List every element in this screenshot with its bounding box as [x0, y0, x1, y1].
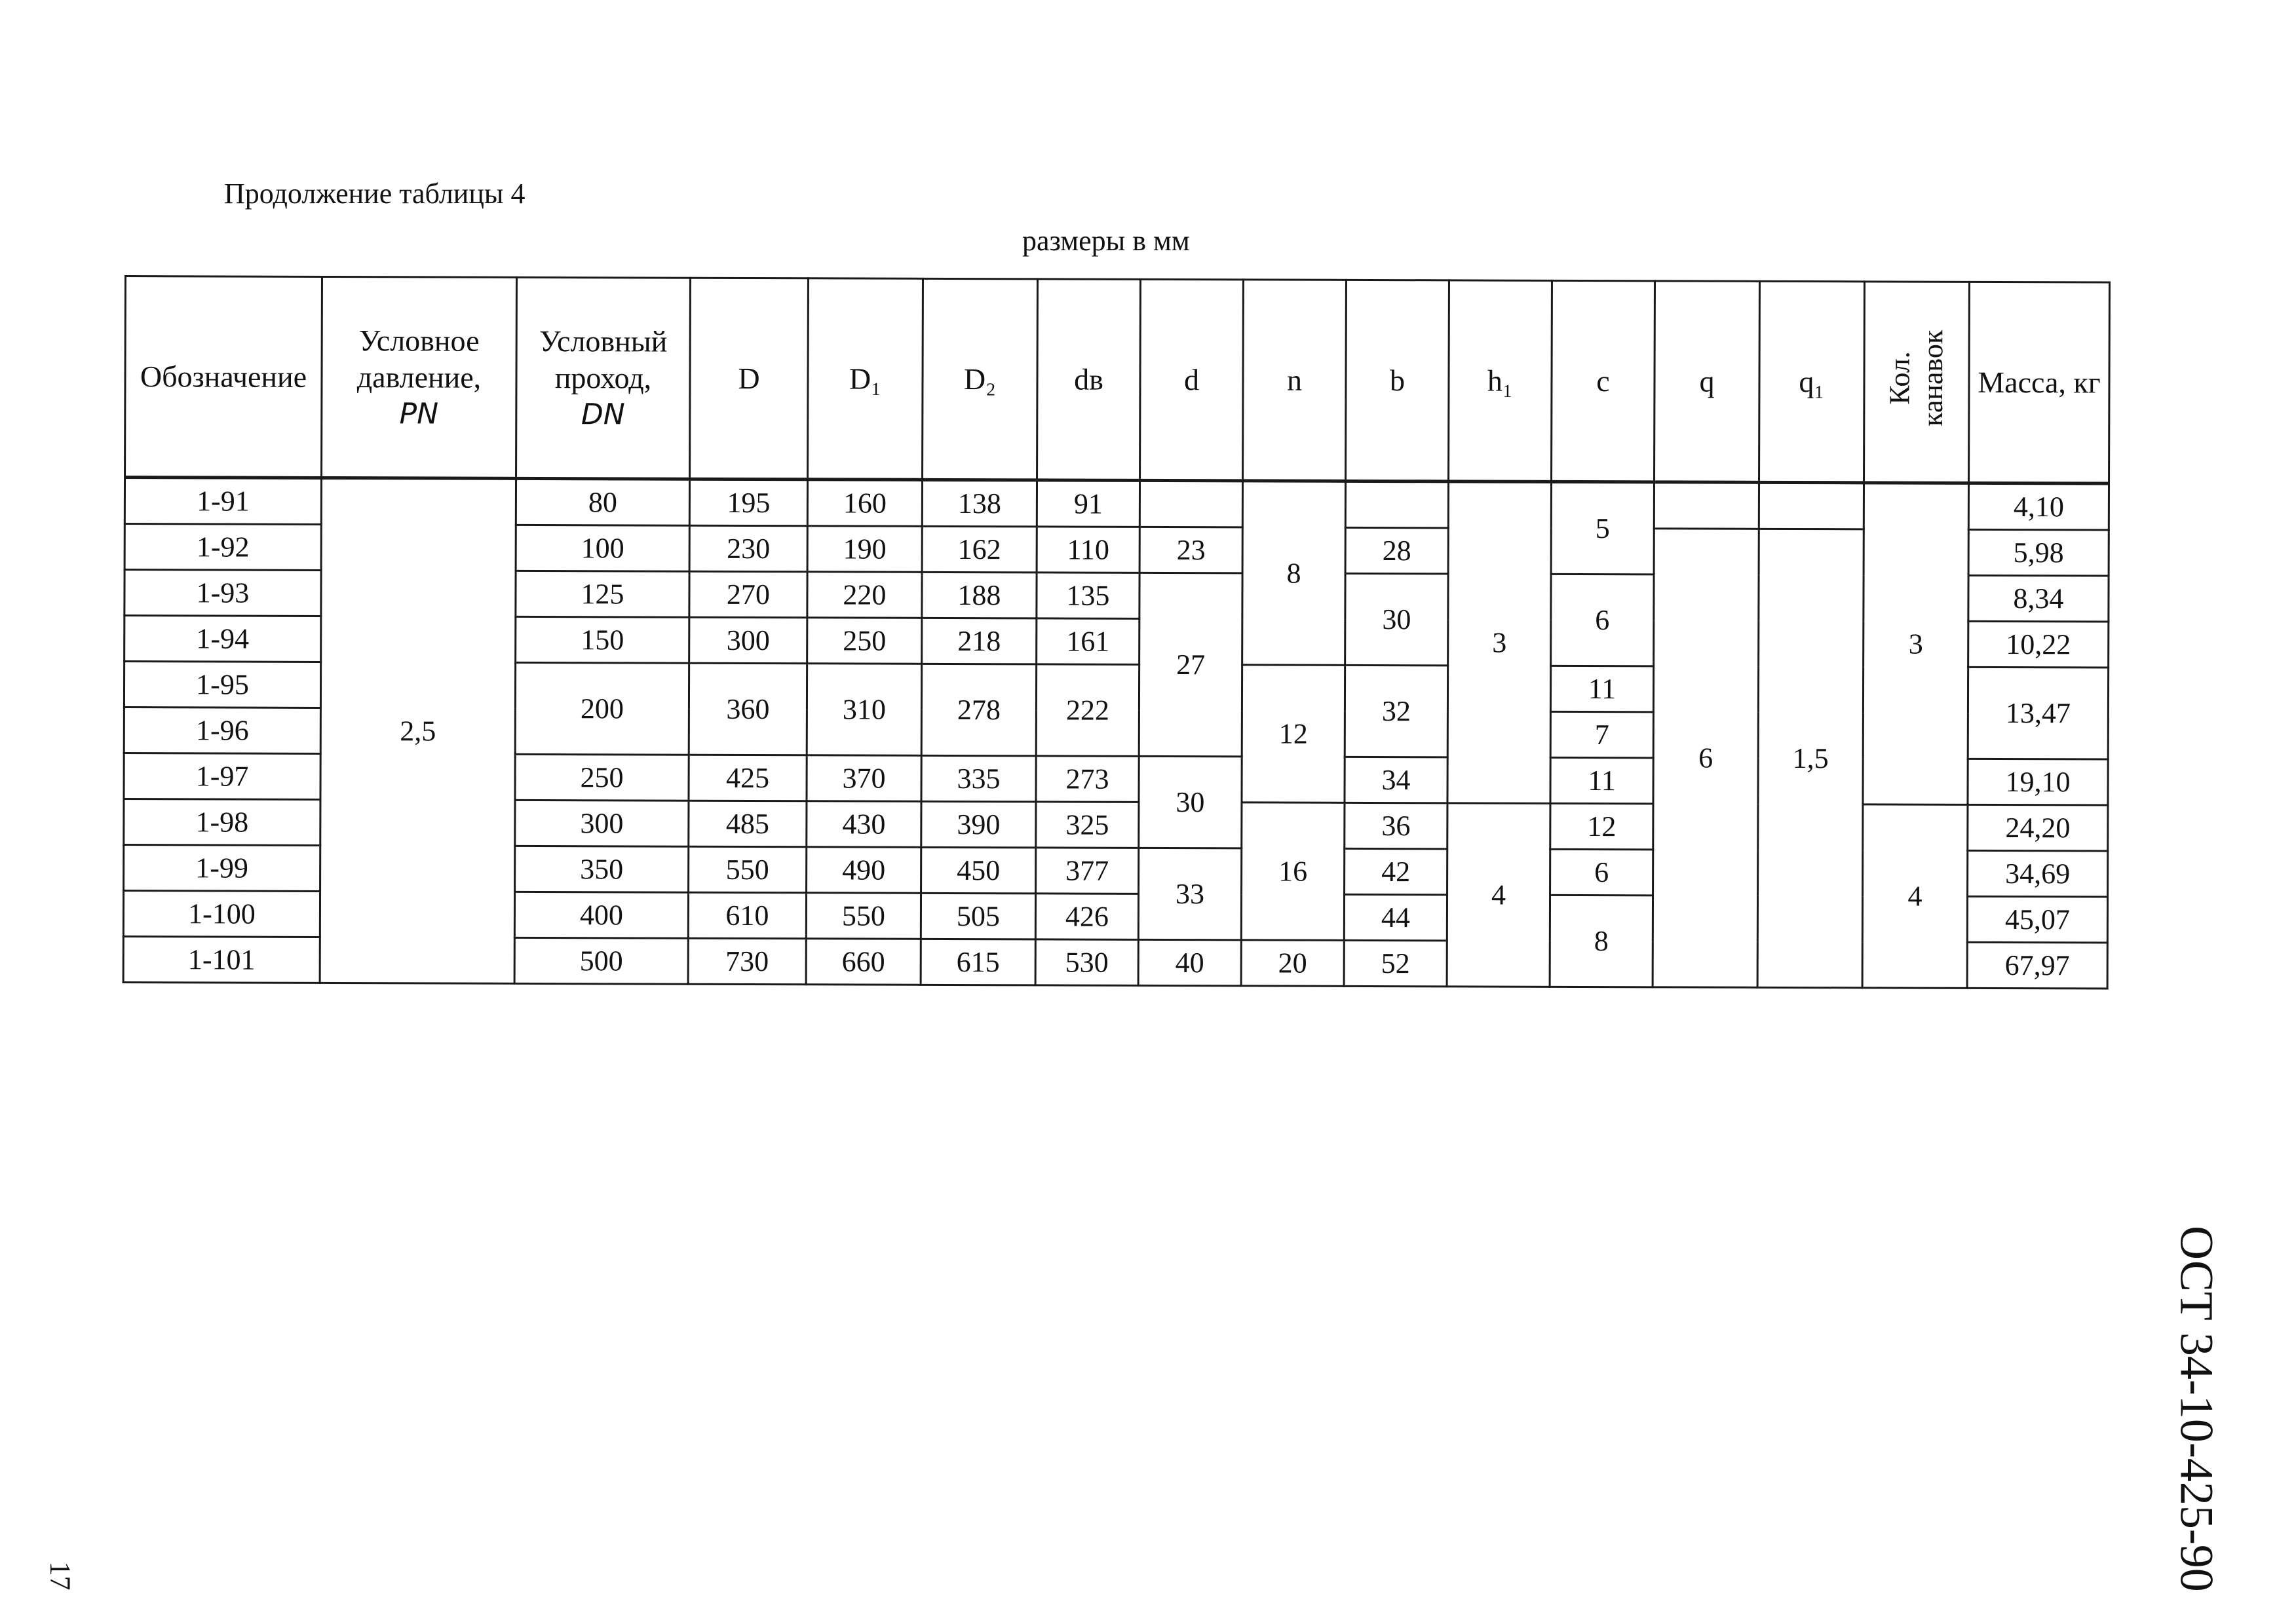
header-bore: Условный проход, DN	[516, 277, 691, 479]
cell-b-empty	[1345, 481, 1448, 527]
cell-dv: 91	[1037, 480, 1139, 527]
cell-D: 485	[689, 801, 807, 847]
cell-designation: 1-97	[124, 753, 320, 800]
cell-mass: 10,22	[1968, 621, 2109, 668]
cell-pressure: 2,5	[320, 478, 516, 983]
cell-b: 52	[1344, 940, 1447, 986]
cell-dv: 273	[1036, 756, 1139, 802]
cell-bore: 300	[515, 800, 689, 846]
cell-bore: 400	[514, 892, 688, 938]
cell-designation: 1-98	[124, 799, 320, 846]
cell-D2: 335	[921, 755, 1036, 802]
cell-b: 28	[1345, 527, 1448, 573]
cell-n: 8	[1242, 481, 1346, 665]
cell-D1: 490	[807, 847, 921, 894]
cell-D1: 160	[807, 480, 922, 527]
cell-D: 270	[689, 571, 807, 618]
cell-D2: 188	[922, 572, 1037, 618]
cell-D1: 250	[807, 618, 922, 664]
cell-b: 36	[1345, 803, 1447, 848]
header-D: D	[690, 278, 809, 480]
cell-d-empty	[1139, 480, 1242, 527]
cell-D: 730	[688, 938, 806, 985]
cell-mass: 19,10	[1968, 759, 2108, 805]
document-code: ОСТ 34-10-425-90	[2170, 1225, 2223, 1592]
cell-grooves: 4	[1862, 804, 1968, 989]
cell-designation: 1-99	[124, 845, 320, 892]
header-row	[125, 276, 2110, 484]
cell-mass: 45,07	[1967, 896, 2107, 943]
cell-D: 550	[689, 846, 807, 893]
cell-designation: 1-92	[124, 524, 321, 571]
cell-dv: 110	[1037, 527, 1139, 573]
header-dv: dв	[1037, 279, 1141, 480]
cell-q1: 1,5	[1757, 529, 1864, 987]
cell-designation: 1-94	[124, 616, 321, 662]
cell-bore: 125	[516, 571, 689, 617]
cell-b: 32	[1345, 665, 1447, 757]
table-caption: Продолжение таблицы 4	[224, 178, 526, 210]
cell-bore: 200	[515, 662, 689, 755]
cell-mass: 13,47	[1968, 667, 2108, 759]
cell-bore: 80	[516, 478, 689, 525]
header-D2: D₂	[923, 278, 1038, 480]
cell-c: 6	[1551, 574, 1654, 666]
cell-dv: 135	[1037, 573, 1139, 618]
header-h1: h₁	[1449, 280, 1552, 482]
cell-mass: 8,34	[1968, 575, 2109, 622]
cell-h1: 4	[1447, 803, 1550, 987]
cell-D: 360	[689, 663, 807, 755]
cell-D: 300	[689, 617, 807, 664]
cell-designation: 1-101	[123, 936, 320, 983]
cell-D2: 390	[921, 801, 1036, 848]
cell-q1-empty	[1759, 482, 1864, 529]
header-q1: q₁	[1759, 281, 1865, 483]
cell-dv: 222	[1036, 664, 1139, 756]
cell-D1: 550	[806, 893, 921, 939]
cell-mass: 4,10	[1968, 483, 2109, 530]
cell-D2: 505	[921, 893, 1035, 939]
cell-mass: 24,20	[1968, 804, 2108, 851]
cell-D: 230	[689, 525, 807, 572]
cell-n: 20	[1241, 940, 1344, 986]
cell-D1: 430	[807, 801, 921, 848]
cell-designation: 1-100	[123, 891, 320, 937]
cell-D: 195	[689, 479, 807, 526]
cell-bore: 350	[515, 846, 689, 892]
cell-q: 6	[1653, 529, 1759, 987]
cell-d: 27	[1139, 573, 1242, 756]
header-d: d	[1140, 279, 1244, 480]
cell-D: 425	[689, 755, 807, 801]
cell-n: 12	[1242, 665, 1345, 803]
cell-D1: 370	[807, 755, 921, 802]
cell-mass: 5,98	[1968, 529, 2109, 576]
cell-n: 16	[1241, 803, 1345, 940]
cell-D1: 220	[807, 572, 922, 618]
cell-D2: 450	[921, 847, 1036, 894]
dimensions-table	[123, 275, 2111, 990]
header-D1: D₁	[808, 278, 923, 480]
header-b: b	[1346, 280, 1449, 481]
cell-dv: 325	[1036, 802, 1139, 848]
cell-c: 7	[1550, 711, 1653, 757]
cell-c: 6	[1550, 849, 1653, 895]
cell-dv: 530	[1035, 939, 1138, 985]
cell-designation: 1-93	[124, 570, 321, 616]
cell-d: 40	[1138, 939, 1241, 985]
cell-h1: 3	[1447, 482, 1552, 803]
cell-D1: 310	[807, 664, 921, 756]
cell-grooves: 3	[1863, 483, 1969, 805]
cell-designation: 1-95	[124, 662, 320, 708]
cell-c: 11	[1550, 757, 1653, 803]
cell-dv: 161	[1037, 618, 1139, 664]
cell-D1: 190	[807, 526, 922, 573]
cell-D2: 162	[922, 526, 1037, 573]
header-pressure: Условное давление, PN	[322, 276, 517, 478]
cell-dv: 377	[1036, 848, 1139, 894]
cell-c: 5	[1551, 482, 1654, 574]
cell-d: 33	[1138, 848, 1241, 939]
cell-designation: 1-91	[124, 478, 321, 525]
cell-bore: 500	[514, 937, 688, 984]
cell-D2: 138	[922, 480, 1037, 527]
cell-c: 11	[1550, 666, 1653, 711]
header-grooves: Кол. канавок	[1864, 282, 1970, 483]
units-note: размеры в мм	[1022, 225, 1190, 257]
header-n: n	[1243, 280, 1347, 481]
cell-bore: 150	[516, 616, 689, 663]
cell-b: 34	[1345, 757, 1447, 803]
cell-D2: 218	[922, 618, 1037, 664]
header-designation: Обозначение	[125, 276, 322, 478]
cell-dv: 426	[1035, 894, 1138, 939]
cell-D1: 660	[806, 939, 921, 985]
cell-b: 44	[1344, 894, 1447, 940]
cell-q-empty	[1654, 482, 1759, 529]
cell-d: 30	[1139, 756, 1242, 848]
cell-D2: 615	[921, 939, 1035, 985]
cell-bore: 100	[516, 525, 689, 571]
cell-c: 12	[1550, 803, 1653, 849]
cell-b: 42	[1345, 848, 1447, 894]
table-row	[124, 478, 2109, 531]
header-mass: Масса, кг	[1969, 282, 2110, 483]
page-number: 17	[44, 1561, 77, 1591]
header-q: q	[1655, 281, 1760, 483]
cell-d: 23	[1139, 527, 1242, 573]
cell-c: 8	[1550, 895, 1653, 987]
cell-b: 30	[1345, 573, 1448, 665]
cell-designation: 1-96	[124, 708, 320, 754]
cell-mass: 34,69	[1968, 850, 2108, 897]
header-c: c	[1552, 280, 1655, 482]
cell-D2: 278	[921, 664, 1036, 756]
cell-mass: 67,97	[1967, 942, 2107, 989]
cell-bore: 250	[515, 754, 689, 801]
cell-D: 610	[688, 892, 806, 939]
